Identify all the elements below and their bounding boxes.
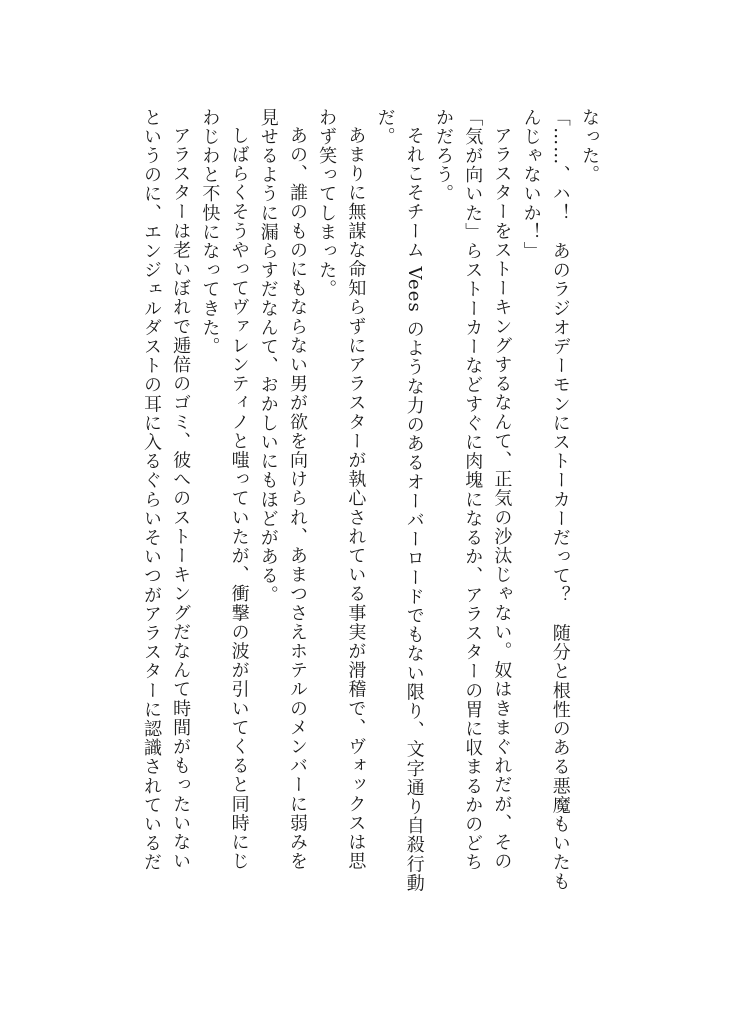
text-line: んじゃないか！」 — [520, 108, 542, 261]
text-line: というのに、エンジェルダストの耳に入るぐらいそいつがアラスターに認識されているだ — [140, 108, 162, 872]
text-line: アラスターは老いぼれで逓倍のゴミ、彼へのストーキングだなんて時間がもったいない — [170, 126, 192, 871]
text-line: 「……、ハ！ あのラジオデーモンにストーカーだって？ 随分と根性のある悪魔もいたも — [549, 108, 571, 892]
text-line: 「気が向いた」らストーカーなどすぐに肉塊になるか、アラスターの胃に収まるかのどち — [462, 108, 484, 872]
text-line: わじわと不快になってきた。 — [199, 108, 221, 357]
text-line: わず笑ってしまった。 — [316, 108, 338, 299]
text-line: アラスターをストーキングするなんて、正気の沙汰じゃない。奴はきまぐれだが、その — [491, 126, 513, 871]
text-line: あまりに無謀な命知らずにアラスターが執心されている事実が滑稽で、ヴォックスは思 — [345, 126, 367, 871]
text-line: かだろう。 — [432, 108, 454, 204]
text-line: なった。 — [579, 108, 600, 185]
text-line: だ。 — [374, 108, 396, 147]
vertical-text-body — [137, 108, 604, 928]
text-line: それこそチーム Vees のような力のあるオーバーロードでもない限り、文字通り自殺行動 — [403, 126, 425, 893]
text-line: しばらくそうやってヴァレンティノと嗤っていたが、衝撃の波が引いてくると同時にじ — [228, 126, 250, 871]
text-line: 見せるように漏らすだなんて、おかしいにもほどがある。 — [257, 108, 279, 605]
text-line: あの、誰のものにもならない男が欲を向けられ、あまつさえホテルのメンバーに弱みを — [286, 126, 308, 871]
